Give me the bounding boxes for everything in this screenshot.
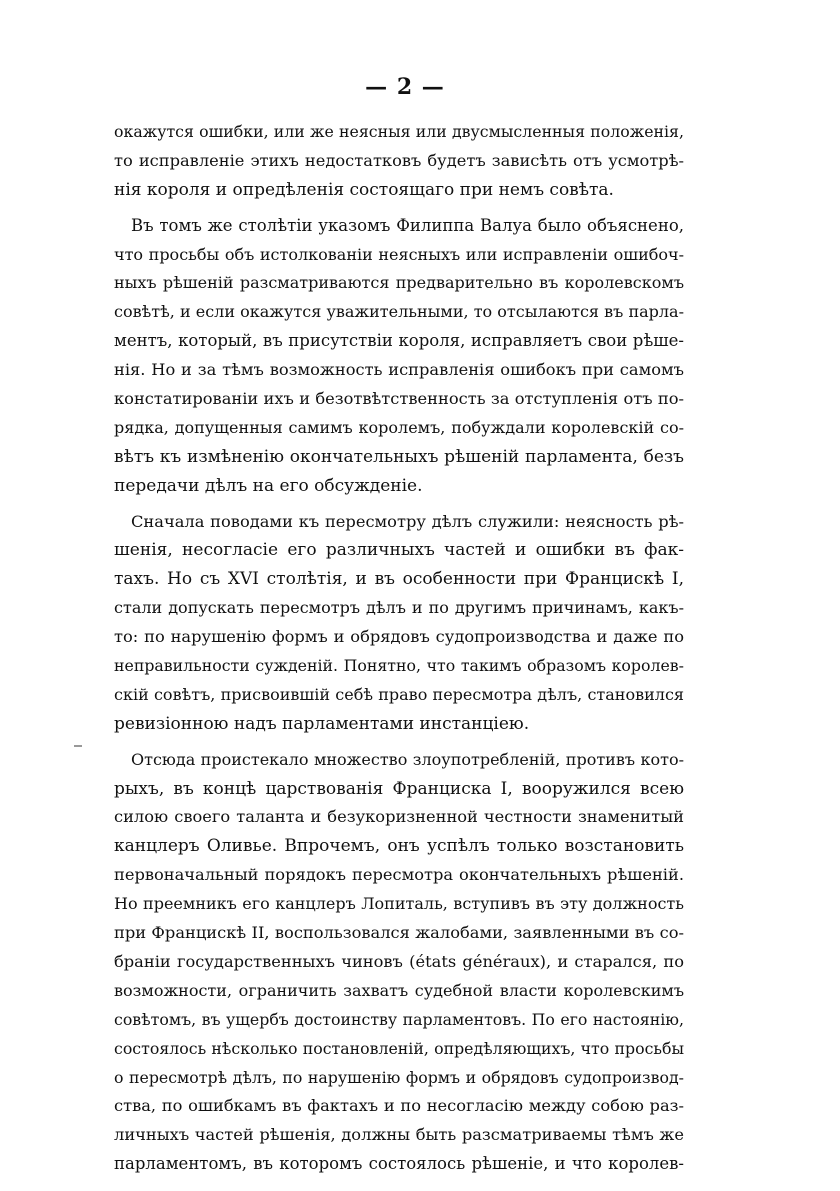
paragraph-3 xyxy=(114,508,684,739)
paragraph-4 xyxy=(114,746,684,1179)
text-line: состоялось нѣсколько постановленій, опредѣляющихъ, что просьбы xyxy=(114,1038,684,1058)
text-line: стали допускать пересмотръ дѣлъ и по другимъ причинамъ, какъ- xyxy=(114,598,684,618)
text-line: личныхъ частей рѣшенія, должны быть разсматриваемы тѣмъ же xyxy=(114,1125,684,1145)
text-line: Отсюда проистекало множество злоупотребленій, противъ кото- xyxy=(131,749,684,769)
text-line: первоначальный порядокъ пересмотра окончательныхъ рѣшеній. xyxy=(114,865,684,885)
text-line: о пересмотрѣ дѣлъ, по нарушенію формъ и обрядовъ судопроизвод- xyxy=(114,1067,684,1087)
text-line: силою своего таланта и безукоризненной честности знаменитый xyxy=(114,807,684,827)
margin-mark xyxy=(74,745,82,747)
text-line: Сначала поводами къ пересмотру дѣлъ служили: неясность рѣ- xyxy=(131,511,684,531)
text-line: Въ томъ же столѣтіи указомъ Филиппа Валуа было объяснено, xyxy=(131,215,684,235)
text-line: нія короля и опредѣленія состоящаго при немъ совѣта. xyxy=(114,179,614,200)
text-line: нія. Но и за тѣмъ возможность исправленія ошибокъ при самомъ xyxy=(114,360,684,380)
text-line: ментъ, который, въ присутствіи короля, исправляетъ свои рѣше- xyxy=(114,331,684,351)
paragraph-gap xyxy=(114,739,684,746)
text-line: вѣтъ къ измѣненію окончательныхъ рѣшеній парламента, безъ xyxy=(114,446,684,467)
text-line: ныхъ рѣшеній разсматриваются предварительно въ королевскомъ xyxy=(114,273,684,293)
text-line: передачи дѣлъ на его обсужденіе. xyxy=(114,475,423,496)
text-line: то исправленіе этихъ недостатковъ будетъ зависѣть отъ усмотрѣ- xyxy=(114,150,684,170)
text-line: констатированіи ихъ и безотвѣтственность за отступленія отъ по- xyxy=(114,389,684,409)
text-line: окажутся ошибки, или же неясныя или двусмысленныя положенія, xyxy=(114,122,684,141)
text-line: скій совѣтъ, присвоившій себѣ право пересмотра дѣлъ, становился xyxy=(114,684,684,704)
text-line: совѣтѣ, и если окажутся уважительными, то отсылаются въ парла- xyxy=(114,302,684,322)
text-line: возможности, ограничить захватъ судебной власти королевскимъ xyxy=(114,980,684,1000)
text-line: то: по нарушенію формъ и обрядовъ судопроизводства и даже по xyxy=(114,627,684,647)
paragraph-2 xyxy=(114,212,684,501)
text-line: ства, по ошибкамъ въ фактахъ и по несогласію между собою раз- xyxy=(114,1096,684,1116)
text-line: Но преемникъ его канцлеръ Лопиталь, вступивъ въ эту должность xyxy=(114,894,684,914)
paragraph-gap xyxy=(114,501,684,508)
text-line: неправильности сужденій. Понятно, что такимъ образомъ королев- xyxy=(114,656,684,676)
text-line: тахъ. Но съ XVI столѣтія, и въ особенности при Францискѣ I, xyxy=(114,569,684,590)
text-line: браніи государственныхъ чиновъ (états généraux), и старался, по xyxy=(114,951,684,971)
page-number: — 2 — xyxy=(365,74,445,100)
text-line: совѣтомъ, въ ущербъ достоинству парламентовъ. По его настоянію, xyxy=(114,1009,684,1029)
text-line: ревизіонною надъ парламентами инстанціею. xyxy=(114,713,530,734)
body-text xyxy=(114,118,684,1179)
text-line: рыхъ, въ концѣ царствованія Франциска I, вооружился всею xyxy=(114,778,684,799)
text-line: рядка, допущенныя самимъ королемъ, побуждали королевскій со- xyxy=(114,417,684,437)
paragraph-gap xyxy=(114,205,684,212)
text-line: парламентомъ, въ которомъ состоялось рѣшеніе, и что королев- xyxy=(114,1154,684,1174)
text-line: шенія, несогласіе его различныхъ частей и ошибки въ фак- xyxy=(114,540,684,561)
text-line: при Францискѣ II, воспользовался жалобами, заявленными въ со- xyxy=(114,923,684,943)
text-line: канцлеръ Оливье. Впрочемъ, онъ успѣлъ только возстановить xyxy=(114,836,684,857)
paragraph-1 xyxy=(114,118,684,205)
text-line: что просьбы объ истолкованіи неясныхъ или исправленіи ошибоч- xyxy=(114,244,684,264)
